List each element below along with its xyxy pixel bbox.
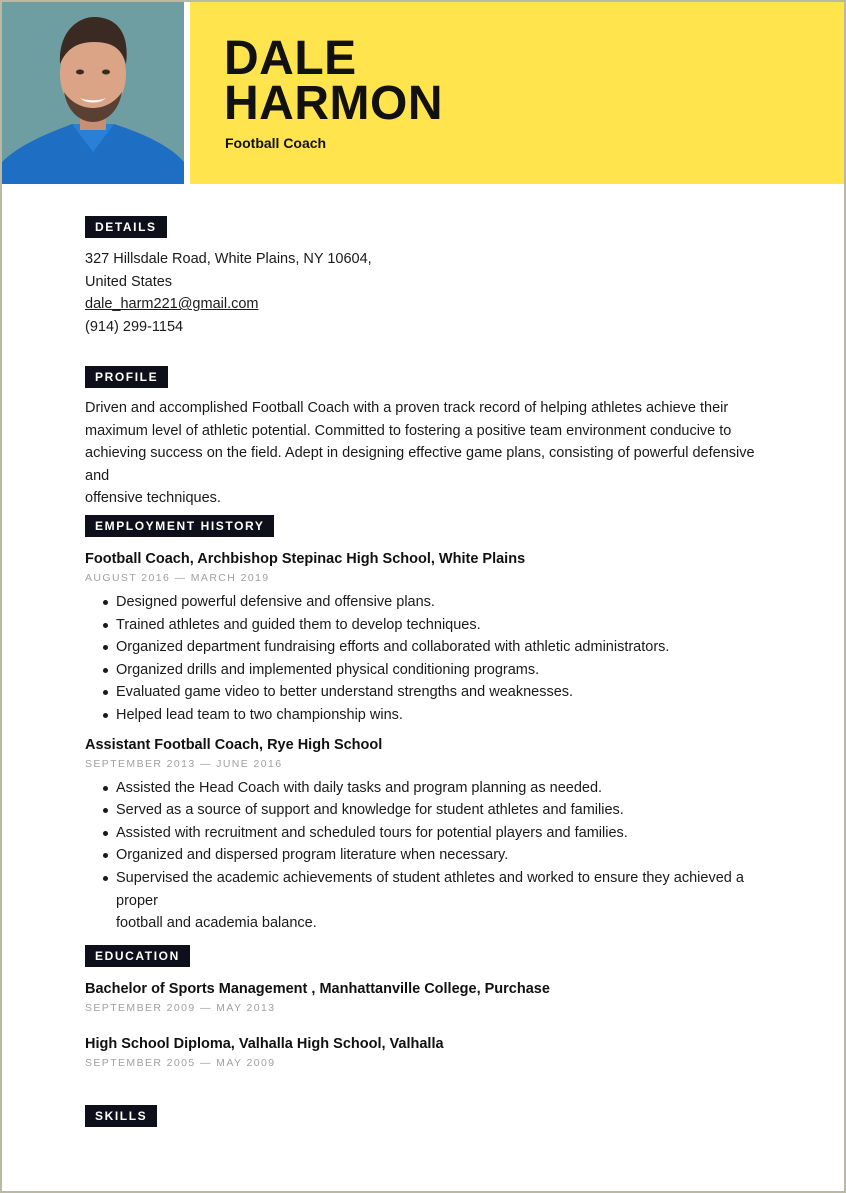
list-item: Organized and dispersed program literature when necessary. [85,844,775,867]
list-item: Organized drills and implemented physical conditioning programs. [85,659,775,682]
first-name: DALE [224,32,357,85]
resume-header [2,2,844,184]
skills-heading: SKILLS [85,1105,157,1127]
list-item: Supervised the academic achievements of student athletes and worked to ensure they achieved a proper [85,867,775,912]
employment-section [85,515,775,935]
profile-line: offensive techniques. [85,490,221,507]
profile-summary [85,397,775,510]
education-dates: SEPTEMBER 2009 — MAY 2013 [85,1002,276,1014]
last-name: HARMON [224,77,443,130]
job-bullets [85,777,775,935]
phone-number: (914) 299-1154 [85,318,184,335]
details-section [85,216,775,338]
job-bullets [85,591,775,727]
email-link[interactable]: dale_harm221@gmail.com [85,296,259,313]
list-item: Helped lead team to two championship wins. [85,704,775,727]
profile-heading: PROFILE [85,366,168,388]
list-item: Organized department fundraising efforts and collaborated with athletic administrators. [85,636,775,659]
name-band [190,2,844,184]
list-item: Assisted the Head Coach with daily tasks and program planning as needed. [85,777,775,800]
address-line-1: 327 Hillsdale Road, White Plains, NY 10604, [85,251,372,267]
job-dates: AUGUST 2016 — MARCH 2019 [85,572,270,584]
profile-line: achieving success on the field. Adept in designing effective game plans, consisting of powerful defensive and [85,445,755,484]
list-item: Trained athletes and guided them to develop techniques. [85,614,775,637]
education-title: High School Diploma, Valhalla High School, Valhalla [85,1036,444,1052]
profile-section [85,366,775,510]
list-item: Designed powerful defensive and offensive plans. [85,591,775,614]
job-title: Assistant Football Coach, Rye High School [85,736,383,753]
details-heading: DETAILS [85,216,167,238]
profile-photo [2,2,184,184]
education-entry [85,1034,775,1072]
job-entry [85,549,775,727]
profile-line: maximum level of athletic potential. Committed to fostering a positive team environment conducive to [85,422,732,439]
list-item: Served as a source of support and knowledge for student athletes and families. [85,799,775,822]
education-dates: SEPTEMBER 2005 — MAY 2009 [85,1057,276,1069]
skills-section [85,1105,775,1127]
employment-heading: EMPLOYMENT HISTORY [85,515,274,537]
job-entry [85,735,775,935]
education-title: Bachelor of Sports Management , Manhattanville College, Purchase [85,981,550,997]
list-item-continuation: football and academia balance. [116,915,317,932]
list-item: Assisted with recruitment and scheduled tours for potential players and families. [85,822,775,845]
education-heading: EDUCATION [85,945,190,967]
education-entry [85,979,775,1017]
education-section [85,945,775,1072]
candidate-name [224,32,443,130]
job-role: Football Coach [225,135,327,151]
job-dates: SEPTEMBER 2013 — JUNE 2016 [85,757,283,770]
job-title: Football Coach, Archbishop Stepinac High School, White Plains [85,551,526,567]
list-item: Evaluated game video to better understand strengths and weaknesses. [85,681,775,704]
profile-line: Driven and accomplished Football Coach with a proven track record of helping athletes achieve their [85,400,729,416]
person-photo-icon [2,2,184,184]
address-line-2: United States [85,273,173,290]
